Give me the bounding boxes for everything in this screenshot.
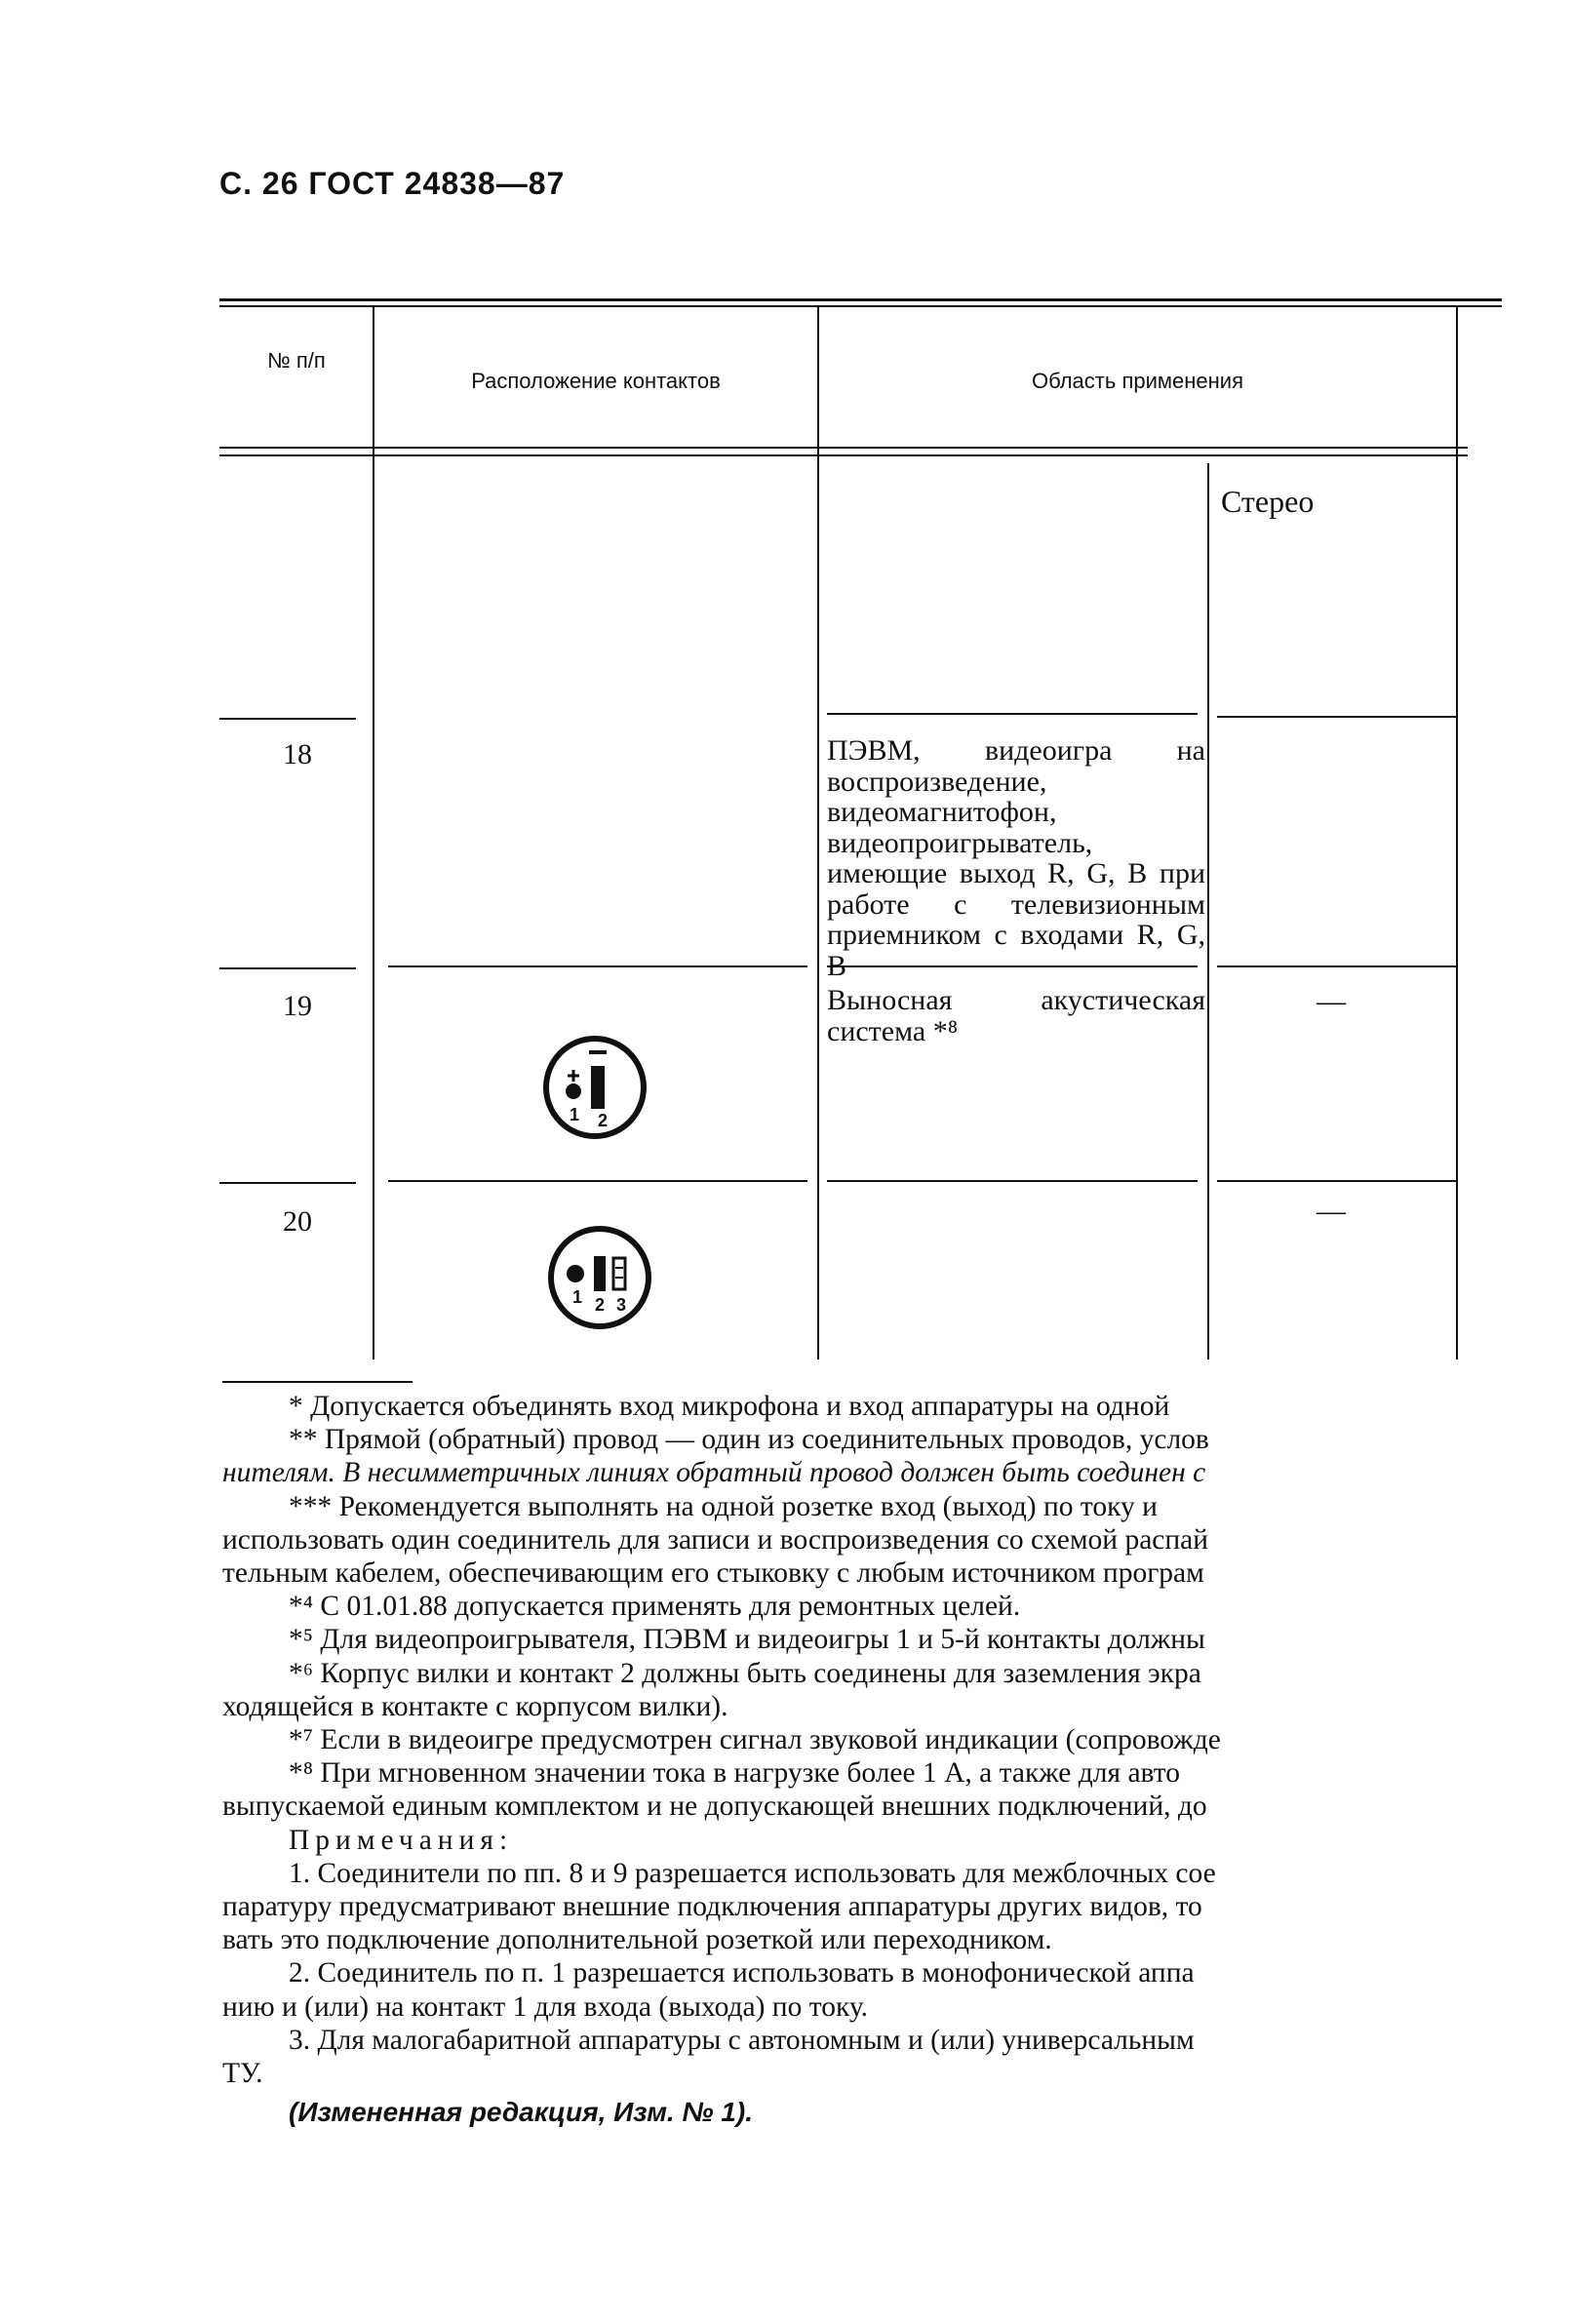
footnote-line: использовать один соединитель для записи и воспроизведения со схемой распай (222, 1523, 1209, 1556)
footnote-rule (222, 1381, 413, 1383)
note-line: нию и (или) на контакт 1 для входа (выхода) по току. (222, 1990, 869, 2023)
footnote-line: ходящейся в контакте с корпусом вилки). (222, 1690, 728, 1722)
page-header: С. 26 ГОСТ 24838—87 (219, 166, 566, 201)
carry-over-text: Стерео (1221, 484, 1315, 519)
footnote-line: *** Рекомендуется выполнять на одной розетке вход (выход) по току и (289, 1490, 1158, 1522)
connector-19-diagram (536, 1029, 653, 1146)
three-pin-connector-icon (541, 1219, 658, 1336)
contact-label-1: 1 (570, 1105, 580, 1124)
note-line: паратуру предусматривают внешние подключения аппаратуры других видов, то (222, 1891, 1202, 1923)
footnote-line: *⁶ Корпус вилки и контакт 2 должны быть соединены для заземления экра (289, 1657, 1201, 1689)
connector-20-diagram (541, 1219, 658, 1336)
footnote-line: ** Прямой (обратный) провод — один из соединительных проводов, услов (289, 1424, 1209, 1456)
contact-label-2: 2 (595, 1295, 606, 1315)
note-line: 3. Для малогабаритной аппаратуры с автономным и (или) универсальным (289, 2024, 1195, 2056)
footnote-line: выпускаемой единым комплектом и не допускающей внешних подключений, до (222, 1791, 1207, 1823)
contact-label-1: 1 (572, 1287, 583, 1307)
revision-note: (Измененная редакция, Изм. № 1). (289, 2097, 754, 2128)
notes-title: Примечания: (289, 1824, 514, 1856)
row-19-extra: — (1317, 985, 1346, 1017)
footnote-line: *⁷ Если в видеоигре предусмотрен сигнал звуковой индикации (сопровожде (289, 1724, 1221, 1756)
note-line: 2. Соединитель по п. 1 разрешается использовать в монофонической аппа (289, 1957, 1195, 1989)
note-line: 1. Соединители по пп. 8 и 9 разрешается использовать для межблочных сое (289, 1857, 1216, 1889)
footnote-line: *⁵ Для видеопроигрывателя, ПЭВМ и видеоигры 1 и 5-й контакты должны (289, 1624, 1205, 1656)
row-number-20: 20 (283, 1205, 312, 1238)
row-18-application: ПЭВМ, видеоигра на воспроизведение, видеомагнитофон, видеопроигрыватель, имеющие выход R, G, B при работе с телевизионным приемником с входами R, G, B (827, 734, 1205, 982)
col-header-number: № п/п (267, 348, 326, 373)
footnotes-block (222, 1390, 1461, 2129)
note-line: вать это подключение дополнительной розеткой или переходником. (222, 1924, 1052, 1956)
contact-label-2: 2 (598, 1111, 609, 1130)
footnote-line: нителям. В несимметричных линиях обратный провод должен быть соединен с (222, 1457, 1206, 1489)
two-pin-connector-icon (536, 1029, 653, 1146)
row-19-application: Выносная акустическая система *⁸ (827, 984, 1205, 1047)
footnote-line: * Допускается объединять вход микрофона и вход аппаратуры на одной (289, 1391, 1170, 1422)
row-number-18: 18 (283, 738, 312, 770)
footnote-line: *⁴ С 01.01.88 допускается применять для ремонтных целей. (289, 1591, 1021, 1623)
footnote-line: *⁸ При мгновенном значении тока в нагрузке более 1 А, а также для авто (289, 1757, 1180, 1790)
col-header-contacts: Расположение контактов (471, 369, 721, 393)
row-number-19: 19 (283, 990, 312, 1022)
note-line: ТУ. (222, 2058, 263, 2090)
footnote-line: тельным кабелем, обеспечивающим его стыковку с любым источником програм (222, 1557, 1204, 1590)
contact-label-3: 3 (616, 1295, 627, 1315)
row-20-extra: — (1317, 1195, 1346, 1227)
col-header-application: Область применения (1032, 369, 1243, 393)
